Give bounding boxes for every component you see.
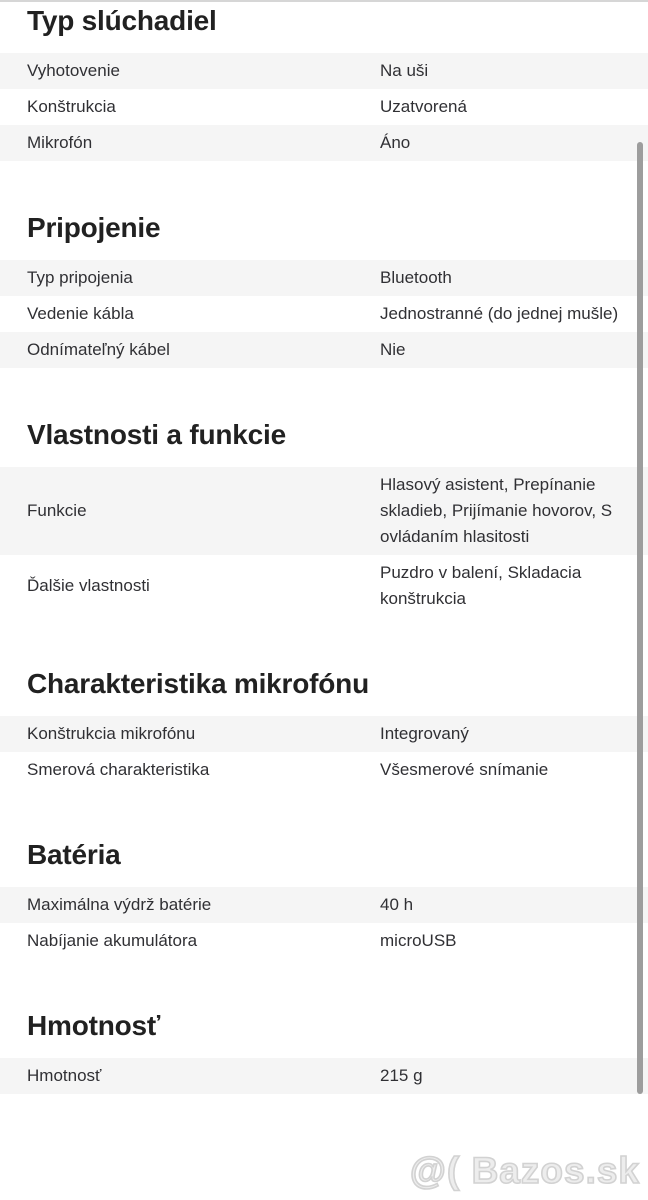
section-title: Batéria [27,839,121,870]
spec-row [0,467,648,555]
section-rows [0,887,648,959]
spec-row [0,1058,648,1094]
spec-value: Na uši [380,61,429,80]
section-title: Hmotnosť [27,1010,161,1041]
spec-label: Nabíjanie akumulátora [27,931,198,950]
section-rows [0,53,648,161]
spec-value: Nie [380,340,406,359]
spec-label: Typ pripojenia [27,268,133,287]
spec-row [0,332,648,368]
spec-value: Hlasový asistent, Prepínanie skladieb, Prijímanie hovorov, S ovládaním hlasitosti [380,475,613,546]
top-hairline [0,0,648,2]
spec-section [0,4,648,161]
section-title: Charakteristika mikrofónu [27,668,369,699]
spec-label: Funkcie [27,501,87,520]
section-title: Typ slúchadiel [27,5,217,36]
spec-row [0,260,648,296]
spec-value: 40 h [380,895,414,914]
spec-section [0,418,648,617]
spec-value: 215 g [380,1066,423,1085]
spec-value: Áno [380,133,411,152]
spec-row [0,716,648,752]
spec-section [0,1009,648,1094]
spec-value: microUSB [380,931,457,950]
spec-row [0,923,648,959]
spec-row [0,125,648,161]
spec-row [0,53,648,89]
spec-row [0,887,648,923]
spec-row [0,752,648,788]
spec-row [0,89,648,125]
section-rows [0,1058,648,1094]
spec-row [0,296,648,332]
spec-value: Všesmerové snímanie [380,760,549,779]
spec-value: Puzdro v balení, Skladacia konštrukcia [380,563,582,608]
spec-value: Uzatvorená [380,97,467,116]
spec-section [0,211,648,368]
spec-label: Maximálna výdrž batérie [27,895,212,914]
spec-label: Hmotnosť [27,1066,102,1085]
spec-label: Ďalšie vlastnosti [27,576,150,595]
spec-section [0,838,648,959]
section-title: Pripojenie [27,212,161,243]
spec-value: Integrovaný [380,724,469,743]
spec-row [0,555,648,617]
section-title: Vlastnosti a funkcie [27,419,286,450]
spec-label: Konštrukcia [27,97,116,116]
spec-label: Vedenie kábla [27,304,134,323]
spec-value: Bluetooth [380,268,452,287]
spec-section [0,667,648,788]
spec-label: Mikrofón [27,133,93,152]
spec-value: Jednostranné (do jednej mušle) [380,304,619,323]
section-rows [0,467,648,617]
section-rows [0,260,648,368]
spec-label: Vyhotovenie [27,61,120,80]
scrollbar-thumb[interactable] [637,142,643,1094]
section-rows [0,716,648,788]
spec-label: Smerová charakteristika [27,760,210,779]
bazos-watermark: @( Bazos.sk [409,1150,640,1191]
spec-label: Odnímateľný kábel [27,340,170,359]
spec-label: Konštrukcia mikrofónu [27,724,196,743]
